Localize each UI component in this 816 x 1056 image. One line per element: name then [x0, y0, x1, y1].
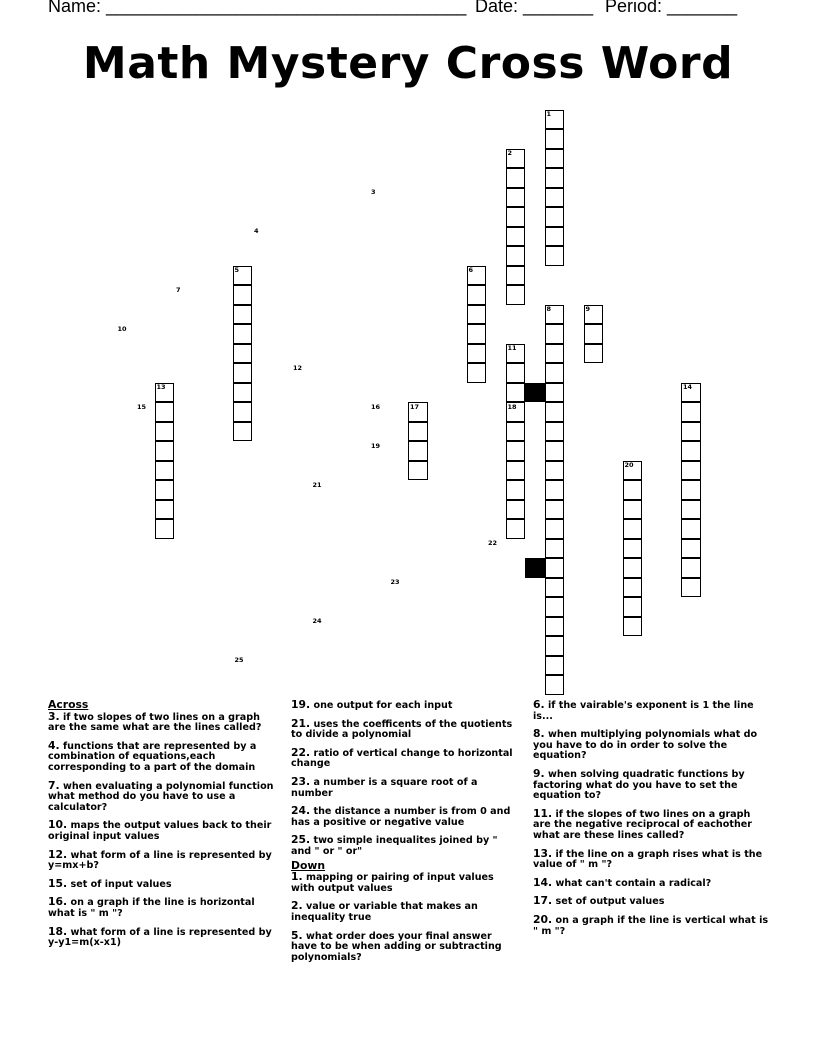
crossword-cell[interactable]: [545, 656, 565, 676]
crossword-cell[interactable]: [623, 480, 643, 500]
clue-number-23: 23: [390, 578, 400, 586]
crossword-cell[interactable]: [584, 324, 604, 344]
clue-number-15: 15: [137, 402, 147, 411]
clue-across-24: 24. the distance a number is from 0 and has a positive or negative value: [291, 804, 511, 828]
crossword-cell[interactable]: [408, 461, 428, 481]
across-heading: Across: [48, 698, 89, 711]
crossword-cell[interactable]: [545, 402, 565, 422]
clue-down-20: 20. on a graph if the line is vertical what is " m "?: [533, 912, 769, 937]
clue-number-10: 10: [117, 324, 127, 333]
crossword-cell[interactable]: [233, 422, 253, 442]
crossword-cell[interactable]: [506, 461, 526, 481]
crossword-cell[interactable]: [545, 227, 565, 247]
crossword-cell[interactable]: [681, 500, 701, 520]
clue-across-22: 22. ratio of vertical change to horizontal change: [291, 745, 513, 770]
crossword-cell[interactable]: [681, 461, 701, 481]
clues-column-1: [48, 700, 276, 956]
clue-down-9: 9. when solving quadratic functions by factoring what do you have to set the equation to?: [533, 766, 745, 802]
crossword-cell[interactable]: [545, 149, 565, 169]
clue-number-3: 3: [371, 188, 376, 196]
crossword-cell[interactable]: [155, 402, 175, 422]
clue-number-16: 16: [371, 402, 381, 411]
crossword-cell[interactable]: [545, 597, 565, 617]
clue-number-25: 25: [234, 656, 244, 664]
crossword-cell[interactable]: [506, 227, 526, 247]
clue-number-14: 14: [683, 383, 693, 391]
clue-number-18: 18: [507, 402, 517, 411]
crossword-cell[interactable]: [506, 188, 526, 208]
crossword-cell[interactable]: [155, 461, 175, 481]
crossword-cell[interactable]: [681, 422, 701, 442]
crossword-cell[interactable]: [545, 422, 565, 442]
crossword-cell[interactable]: [623, 539, 643, 559]
clue-across-15: 15. set of input values: [48, 876, 172, 890]
crossword-cell[interactable]: [545, 246, 565, 266]
crossword-cell[interactable]: [506, 285, 526, 305]
clue-number-24: 24: [312, 617, 322, 625]
crossword-cell[interactable]: [467, 285, 487, 305]
crossword-cell[interactable]: [681, 402, 701, 422]
crossword-cell[interactable]: [584, 344, 604, 364]
crossword-cell[interactable]: [233, 363, 253, 383]
clue-across-10: 10. maps the output values back to their original input values: [48, 818, 272, 842]
crossword-cell[interactable]: [506, 207, 526, 227]
clue-number-20: 20: [624, 461, 634, 469]
crossword-cell[interactable]: [233, 402, 253, 422]
clue-across-7: 7. when evaluating a polynomial function what method do you have to use a calculator?: [48, 778, 274, 813]
crossword-cell[interactable]: [233, 344, 253, 364]
clue-across-16: 16. on a graph if the line is horizontal what is " m "?: [48, 895, 255, 919]
crossword-cell[interactable]: [545, 636, 565, 656]
crossword-cell[interactable]: [681, 539, 701, 559]
clues-column-3: [533, 700, 769, 944]
crossword-cell[interactable]: [233, 324, 253, 344]
clue-down-6: 6. if the vairable's exponent is 1 the line is...: [533, 698, 754, 722]
crossword-cell[interactable]: [623, 597, 643, 617]
clue-down-17: 17. set of output values: [533, 894, 665, 908]
crossword-cell[interactable]: [506, 480, 526, 500]
crossword-cell[interactable]: [155, 441, 175, 461]
crossword-cell[interactable]: [623, 519, 643, 539]
clue-across-4: 4. functions that are represented by a combination of equations,each corresponding to a part of the domain: [48, 738, 257, 773]
crossword-cell[interactable]: [681, 441, 701, 461]
clue-across-12: 12. what form of a line is represented by y=mx+b?: [48, 847, 272, 872]
crossword-cell[interactable]: [506, 266, 526, 286]
crossword-cell[interactable]: [681, 519, 701, 539]
down-heading: Down: [291, 858, 326, 872]
clue-number-2: 2: [507, 149, 513, 157]
crossword-cell[interactable]: [681, 578, 701, 598]
clue-number-1: 1: [546, 110, 552, 118]
clue-across-23: 23. a number is a square root of a number: [291, 774, 478, 799]
clue-number-22: 22: [488, 539, 498, 547]
crossword-cell[interactable]: [681, 480, 701, 500]
crossword-cell[interactable]: [155, 519, 175, 539]
clue-across-21: 21. uses the coefficents of the quotients to divide a polynomial: [291, 716, 513, 741]
clue-down-2: 2. value or variable that makes an inequality true: [291, 899, 478, 923]
crossword-cell[interactable]: [545, 461, 565, 481]
crossword-cell[interactable]: [545, 324, 565, 344]
page-title: Math Mystery Cross Word: [82, 38, 734, 89]
clue-across-19: 19. one output for each input: [291, 698, 453, 711]
crossword-cell[interactable]: [506, 363, 526, 383]
crossword-cell[interactable]: [545, 617, 565, 637]
clue-down-11: 11. if the slopes of two lines on a graph are the negative reciprocal of eachother what are these lines called?: [533, 806, 753, 841]
clue-down-1: 1. mapping or pairing of input values with output values: [291, 870, 494, 894]
clue-across-25: 25. two simple inequalites joined by " and " or " or": [291, 833, 498, 857]
crossword-cell[interactable]: [506, 383, 526, 403]
crossword-cell[interactable]: [408, 441, 428, 461]
clue-number-13: 13: [156, 383, 166, 391]
crossword-cell[interactable]: [467, 324, 487, 344]
crossword-cell[interactable]: [408, 422, 428, 442]
clue-number-4: 4: [254, 227, 259, 235]
crossword-cell[interactable]: [506, 441, 526, 461]
crossword-cell[interactable]: [506, 500, 526, 520]
clue-number-6: 6: [468, 266, 474, 274]
black-square: [525, 558, 545, 578]
name-field[interactable]: Name: ____________________________________: [48, 0, 467, 16]
crossword-cell[interactable]: [623, 500, 643, 520]
crossword-cell[interactable]: [623, 617, 643, 637]
crossword-cell[interactable]: [623, 558, 643, 578]
crossword-cell[interactable]: [545, 675, 565, 695]
crossword-cell[interactable]: [545, 578, 565, 598]
crossword-cell[interactable]: [545, 480, 565, 500]
crossword-cell[interactable]: [155, 500, 175, 520]
crossword-cell[interactable]: [681, 558, 701, 578]
crossword-cell[interactable]: [467, 344, 487, 364]
clue-down-5: 5. what order does your final answer have to be when adding or subtracting polynomials?: [291, 928, 502, 963]
clue-down-8: 8. when multiplying polynomials what do you have to do in order to solve the equation?: [533, 727, 758, 762]
crossword-cell[interactable]: [506, 246, 526, 266]
clue-number-21: 21: [312, 480, 322, 489]
crossword-cell[interactable]: [233, 285, 253, 305]
clue-number-7: 7: [176, 285, 181, 294]
clue-number-8: 8: [546, 305, 552, 313]
crossword-cell[interactable]: [506, 519, 526, 539]
clue-number-5: 5: [234, 266, 240, 274]
crossword-cell[interactable]: [545, 363, 565, 383]
crossword-cell[interactable]: [545, 129, 565, 149]
clue-number-17: 17: [410, 402, 420, 411]
crossword-cell[interactable]: [545, 519, 565, 539]
crossword-cell[interactable]: [506, 422, 526, 442]
crossword-cell[interactable]: [545, 539, 565, 559]
crossword-cell[interactable]: [545, 558, 565, 578]
crossword-cell[interactable]: [545, 441, 565, 461]
crossword-cell[interactable]: [506, 168, 526, 188]
clue-across-3: 3. if two slopes of two lines on a graph are the same what are the lines called?: [48, 709, 262, 734]
crossword-cell[interactable]: [623, 578, 643, 598]
period-field[interactable]: Period: _______: [605, 0, 738, 16]
clue-number-11: 11: [507, 344, 517, 352]
date-field[interactable]: Date: _______: [475, 0, 594, 16]
clue-number-9: 9: [585, 305, 591, 313]
clue-number-19: 19: [371, 441, 381, 450]
clue-across-18: 18. what form of a line is represented by y-y1=m(x-x1): [48, 924, 272, 949]
crossword-cell[interactable]: [545, 168, 565, 188]
crossword-cell[interactable]: [467, 363, 487, 383]
crossword-cell[interactable]: [233, 383, 253, 403]
clue-down-13: 13. if the line on a graph rises what is the value of " m "?: [533, 846, 763, 871]
crossword-cell[interactable]: [467, 305, 487, 325]
crossword-cell[interactable]: [545, 500, 565, 520]
crossword-cell[interactable]: [155, 480, 175, 500]
crossword-cell[interactable]: [155, 422, 175, 442]
clue-down-14: 14. what can't contain a radical?: [533, 875, 712, 889]
crossword-cell[interactable]: [233, 305, 253, 325]
crossword-cell[interactable]: [545, 207, 565, 227]
clues-column-2: [291, 700, 519, 970]
crossword-cell[interactable]: [545, 383, 565, 403]
black-square: [525, 383, 545, 403]
crossword-cell[interactable]: [545, 188, 565, 208]
clue-number-12: 12: [293, 363, 303, 372]
crossword-cell[interactable]: [545, 344, 565, 364]
